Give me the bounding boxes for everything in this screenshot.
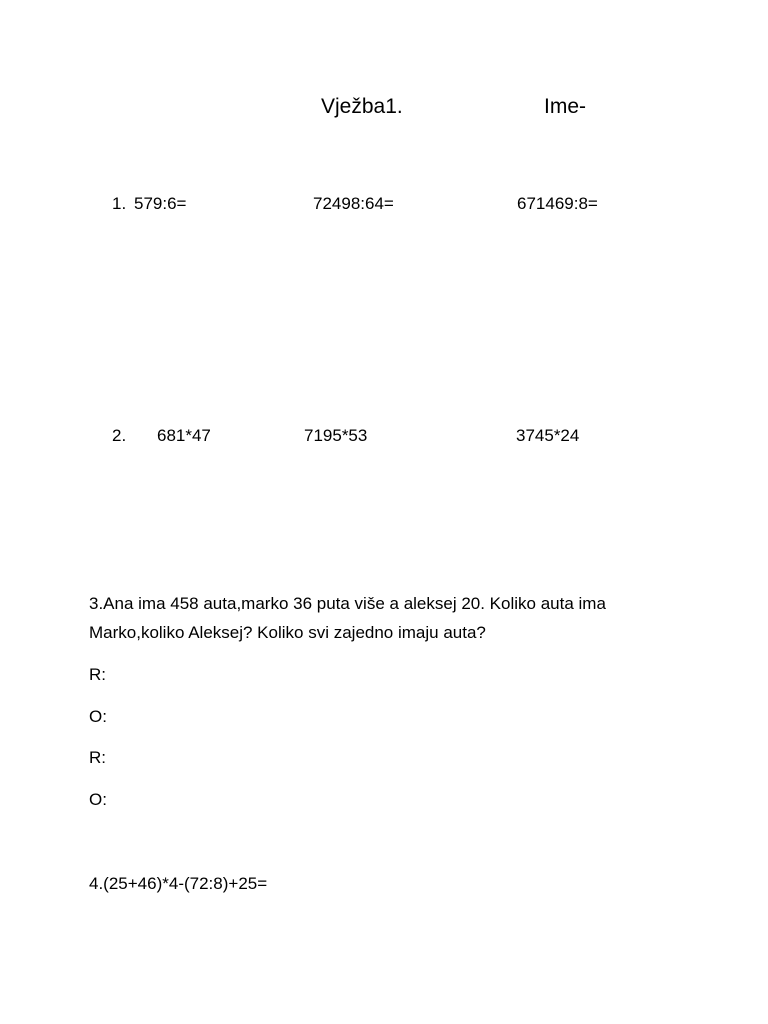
task3-text-line1: 3.Ana ima 458 auta,marko 36 puta više a aleksej 20. Koliko auta ima: [89, 594, 606, 613]
worksheet-title: Vježba1.: [321, 95, 403, 118]
task3-answer-label: R:: [89, 665, 106, 684]
task2-item: 3745*24: [516, 426, 580, 445]
task3-text-line2: Marko,koliko Aleksej? Koliko svi zajedno imaju auta?: [89, 623, 486, 642]
task2-item: 681*47: [157, 426, 211, 445]
task1-item: 72498:64=: [313, 194, 394, 213]
task1-number: 1.: [112, 194, 127, 213]
task1-item: 671469:8=: [517, 194, 598, 213]
task2-number: 2.: [112, 426, 127, 445]
task1-item: 579:6=: [134, 194, 187, 213]
task3-answer-label: O:: [89, 790, 107, 809]
task4-expression: 4.(25+46)*4-(72:8)+25=: [89, 874, 268, 893]
task2-item: 7195*53: [304, 426, 368, 445]
task3-answer-label: O:: [89, 707, 107, 726]
name-label: Ime-: [544, 95, 586, 118]
task3-answer-label: R:: [89, 748, 106, 767]
